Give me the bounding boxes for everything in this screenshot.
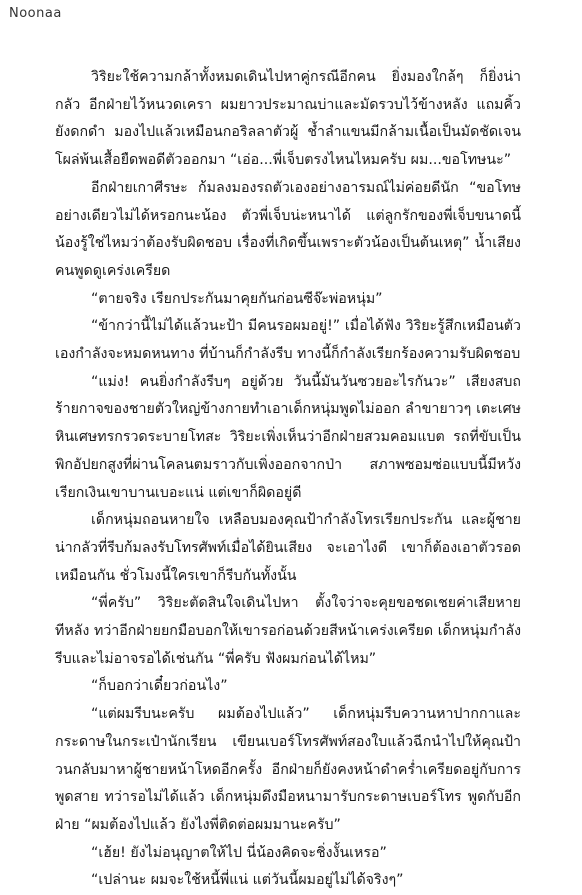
paragraph: “แต่ผมรีบนะครับ ผมต้องไปแล้ว” เด็กหนุ่มรีบควานหาปากกาและกระดาษในกระเป๋านักเรียน เขียนเบอร์โทรศัพท์สองใบแล้วฉีกนำไปให้คุณป้า วนกลับมาหาผู้ชายหน้าโหดอีกครั้ง อีกฝ่ายก็ยังคงหน้าดำคร่ำเครียดอยู่กับการพูดสาย ทว่ารอไม่ได้แล้ว เด็กหนุ่มดึงมือหนามารับกระดาษเบอร์โทร พูดกับอีกฝ่าย “ผมต้องไปแล้ว ยังไงพี่ติดต่อผมมานะครับ” [55, 706, 521, 833]
paragraph: “ตายจริง เรียกประกันมาคุยกันก่อนซีจ๊ะพ่อหนุ่ม” [91, 290, 383, 307]
paragraph: “ก็บอกว่าเดี๋ยวก่อนไง” [91, 678, 228, 695]
document-body [55, 64, 521, 895]
paragraph: “เปล่านะ ผมจะใช้หนี้พี่แน่ แต่วันนี้ผมอยู่ไม่ได้จริงๆ” [91, 872, 404, 889]
paragraph: “ข้ากว่านี้ไม่ได้แล้วนะป้า มีคนรอผมอยู่!” เมื่อได้ฟัง วิริยะรู้สึกเหมือนตัวเองกำลังจะหมดหนทาง ที่บ้านก็กำลังรีบ ทางนี้ก็กำลังเรียกร้องความรับผิดชอบ [55, 318, 521, 363]
paragraph: “แม่ง! คนยิ่งกำลังรีบๆ อยู่ด้วย วันนี้มันวันซวยอะไรกันวะ” เสียงสบถร้ายกาจของชายตัวใหญ่ข้างกายทำเอาเด็กหนุ่มพูดไม่ออก ลำขายาวๆ เตะเศษหินเศษทรกรวดระบายโทสะ วิริยะเพิ่งเห็นว่าอีกฝ่ายสวมคอมแบต รถที่ขับเป็นพิกอัปยกสูงที่ผ่านโคลนตมราวกับเพิ่งออกจากป่า สภาพซอมซ่อแบบนี้มีหวังเรียกเงินเขาบานเบอะแน่ แต่เขาก็ผิดอยู่ดี [55, 373, 521, 501]
paragraph: “พี่ครับ” วิริยะตัดสินใจเดินไปหา ตั้งใจว่าจะคุยขอชดเชยค่าเสียหายทีหลัง ทว่าอีกฝ่ายยกมือบอกให้เขารอก่อนด้วยสีหน้าเคร่งเครียด เด็กหนุ่มกำลังรีบและไม่อาจรอได้เช่นกัน “พี่ครับ ฟังผมก่อนได้ไหม” [55, 595, 521, 667]
paragraph: อีกฝ่ายเกาศีรษะ ก้มลงมองรถตัวเองอย่างอารมณ์ไม่ค่อยดีนัก “ขอโทษอย่างเดียวไม่ได้หรอกนะน้อง ตัวพี่เจ็บน่ะหนาได้ แต่ลูกรักของพี่เจ็บขนาดนี้ น้องรู้ใช่ไหมว่าต้องรับผิดชอบ เรื่องที่เกิดขึ้นเพราะตัวน้องเป็นต้นเหตุ” น้ำเสียงคนพูดดูเคร่งเครียด [55, 179, 521, 279]
paragraph: “เฮ้ย! ยังไม่อนุญาตให้ไป นี่น้องคิดจะชิ่งงั้นเหรอ” [91, 844, 387, 861]
paragraph: เด็กหนุ่มถอนหายใจ เหลือบมองคุณป้ากำลังโทรเรียกประกัน และผู้ชายน่ากลัวที่รีบก้มลงรับโทรศัพท์เมื่อได้ยินเสียง จะเอาไงดี เขาก็ต้องเอาตัวรอดเหมือนกัน ชั่วโมงนี้ใครเขาก็รีบกันทั้งนั้น [55, 512, 521, 584]
paragraph: วิริยะใช้ความกล้าทั้งหมดเดินไปหาคู่กรณีอีกคน ยิ่งมองใกล้ๆ ก็ยิ่งน่ากลัว อีกฝ่ายไว้หนวดเครา ผมยาวประมาณบ่าและมัดรวบไว้ข้างหลัง แถมคิ้วยังดกดำ มองไปแล้วเหมือนกอริลลาตัวผู้ ช้ำลำแขนมีกล้ามเนื้อเป็นมัดชัดเจน โผล่พ้นเสื้อยืดพอดีตัวออกมา “เอ่อ...พี่เจ็บตรงไหนไหมครับ ผม...ขอโทษนะ” [55, 69, 521, 169]
page-header-label: Noonaa [9, 6, 62, 21]
